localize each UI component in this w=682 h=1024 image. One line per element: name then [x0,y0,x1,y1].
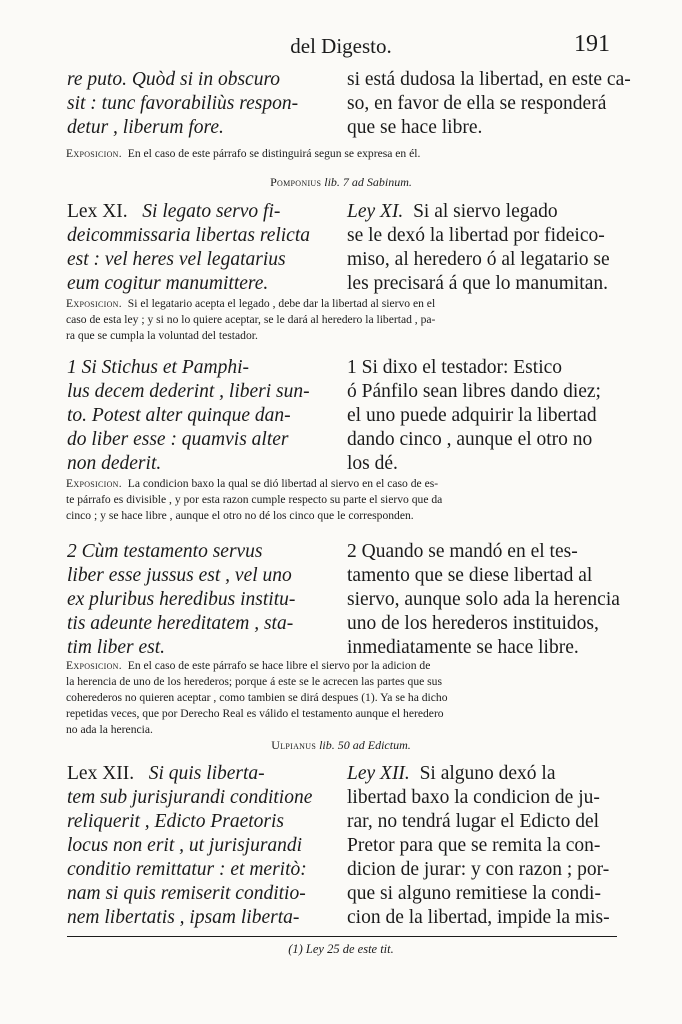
attribution-work: lib. 7 ad Sabinum. [324,175,412,189]
exposicion-line: la herencia de uno de los herederos; porque á este se le acrecen las partes que sus [66,675,442,688]
exposicion-label: Exposicion. [66,297,122,310]
exposicion-para1 [66,476,616,524]
spanish-line: uno de los herederos instituidos, [347,613,599,634]
ley-heading: Ley XII. [347,763,410,784]
spanish-line: 1 Si dixo el testador: Estico [347,357,563,378]
spanish-line: Si al siervo legado [413,201,558,222]
running-title: del Digesto. [290,34,392,58]
spanish-line: el uno puede adquirir la libertad [347,405,597,426]
spanish-line: ó Pánfilo sean libres dando diez; [347,381,601,402]
latin-text-block1 [67,68,339,140]
exposicion-line: En el caso de este párrafo se hace libre el siervo por la adicion de [127,659,431,672]
latin-line: nem libertatis , ipsam liberta- [67,907,300,928]
exposicion-label: Exposicion. [66,659,122,672]
exposicion-block1 [66,146,616,162]
latin-text-para2 [67,540,339,660]
spanish-line: inmediatamente se hace libre. [347,637,579,658]
lex-heading: Lex XII. [67,763,135,784]
spanish-line: se le dexó la libertad por fideico- [347,225,605,246]
page-number: 191 [574,31,610,57]
spanish-line: Pretor para que se remita la con- [347,835,601,856]
exposicion-para2 [66,658,616,738]
exposicion-line: En el caso de este párrafo se distinguirá segun se expresa en él. [127,147,421,160]
latin-line: lus decem dederint , liberi sun- [67,381,310,402]
spanish-line: Si alguno dexó la [419,763,556,784]
latin-text-lex11 [67,200,339,296]
spanish-line: libertad baxo la condicion de ju- [347,787,600,808]
latin-line: detur , liberum fore. [67,117,224,138]
latin-line: re puto. Quòd si in obscuro [67,69,281,90]
latin-line: 1 Si Stichus et Pamphi- [67,357,249,378]
attribution-pomponius [0,175,682,190]
latin-line: est : vel heres vel legatarius [67,249,286,270]
attribution-ulpianus [0,738,682,753]
spanish-line: cion de la libertad, impide la mis- [347,907,610,928]
latin-line: locus non erit , ut jurisjurandi [67,835,303,856]
spanish-text-lex11 [347,200,617,296]
exposicion-line: te párrafo es divisible , y por esta razon cumple respecto su parte el siervo que da [66,493,443,506]
latin-line: deicommissaria libertas relicta [67,225,311,246]
spanish-text-para1 [347,356,617,476]
spanish-line: los dé. [347,453,398,474]
exposicion-lex11 [66,296,616,344]
latin-line: do liber esse : quamvis alter [67,429,289,450]
latin-line: to. Potest alter quinque dan- [67,405,291,426]
latin-text-para1 [67,356,339,476]
latin-line: tim liber est. [67,637,166,658]
spanish-line: so, en favor de ella se responderá [347,93,607,114]
latin-line: tis adeunte hereditatem , sta- [67,613,294,634]
latin-line: Si quis liberta- [148,763,265,784]
exposicion-line: no ada la herencia. [66,723,153,736]
spanish-line: que si alguno remitiese la condi- [347,883,601,904]
latin-line: Si legato servo fi- [142,201,281,222]
latin-text-lex12 [67,762,339,930]
latin-line: sit : tunc favorabiliùs respon- [67,93,299,114]
latin-line: liber esse jussus est , vel uno [67,565,292,586]
latin-line: conditio remittatur : et meritò: [67,859,307,880]
spanish-text-para2 [347,540,620,660]
exposicion-label: Exposicion. [66,147,122,160]
exposicion-label: Exposicion. [66,477,122,490]
ley-heading: Ley XI. [347,201,404,222]
latin-line: nam si quis remiserit conditio- [67,883,306,904]
exposicion-line: La condicion baxo la qual se dió libertad al siervo en el caso de es- [127,477,439,490]
exposicion-line: coherederos no quieren aceptar , como tambien se dirá despues (1). Ya se ha dicho [66,691,448,704]
spanish-line: tamento que se diese libertad al [347,565,593,586]
latin-line: eum cogitur manumittere. [67,273,269,294]
exposicion-line: repetidas veces, que por Derecho Real es válido el testamento aunque el heredero [66,707,444,720]
latin-line: 2 Cùm testamento servus [67,541,263,562]
exposicion-line: ra que se cumpla la voluntad del testador. [66,329,258,342]
spanish-text-block1 [347,68,631,140]
latin-line: non dederit. [67,453,162,474]
spanish-line: rar, no tendrá lugar el Edicto del [347,811,600,832]
spanish-line: miso, al heredero ó al legatario se [347,249,610,270]
latin-line: reliquerit , Edicto Praetoris [67,811,285,832]
footnote-rule [67,936,617,937]
attribution-author: Ulpianus [271,738,317,752]
latin-line: tem sub jurisjurandi conditione [67,787,313,808]
exposicion-line: Si el legatario acepta el legado , debe dar la libertad al siervo en el [127,297,436,310]
exposicion-line: caso de esta ley ; y si no lo quiere aceptar, se le dará al heredero la libertad , pa- [66,313,436,326]
footnote: (1) Ley 25 de este tit. [288,942,394,956]
spanish-line: que se hace libre. [347,117,483,138]
attribution-author: Pomponius [270,175,322,189]
attribution-work: lib. 50 ad Edictum. [319,738,411,752]
spanish-text-lex12 [347,762,617,930]
spanish-line: dicion de jurar: y con razon ; por- [347,859,610,880]
exposicion-line: cinco ; y se hace libre , aunque el otro no dé los cinco que le corresponden. [66,509,414,522]
spanish-line: les precisará á que lo manumitan. [347,273,608,294]
spanish-line: si está dudosa la libertad, en este ca- [347,69,631,90]
spanish-line: 2 Quando se mandó en el tes- [347,541,578,562]
spanish-line: siervo, aunque solo ada la herencia [347,589,620,610]
lex-heading: Lex XI. [67,201,128,222]
spanish-line: dando cinco , aunque el otro no [347,429,593,450]
latin-line: ex pluribus heredibus institu- [67,589,296,610]
